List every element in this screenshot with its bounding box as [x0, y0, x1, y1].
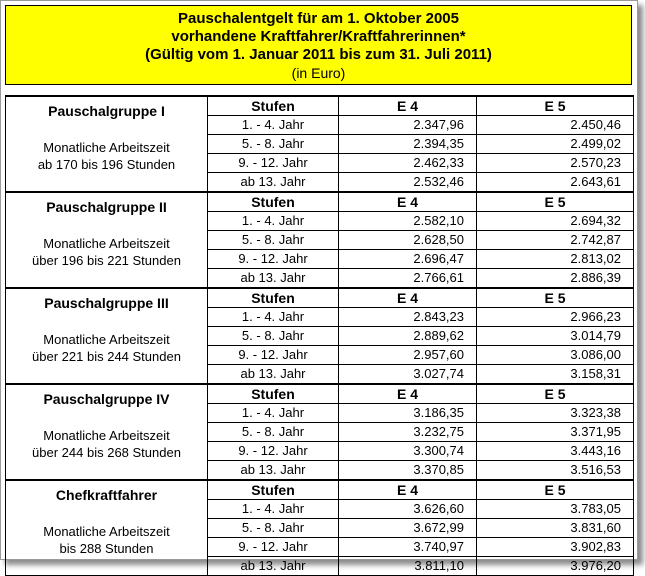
stufe-cell: 9. - 12. Jahr [208, 538, 339, 557]
group-header-row [6, 288, 634, 308]
stufe-cell: 9. - 12. Jahr [208, 442, 339, 461]
stufe-cell: 1. - 4. Jahr [208, 500, 339, 519]
stufe-cell: ab 13. Jahr [208, 557, 339, 576]
pay-table [5, 95, 634, 576]
e4-value-cell: 3.232,75 [339, 423, 477, 442]
stufe-cell: 1. - 4. Jahr [208, 308, 339, 327]
group-label-cell [6, 384, 208, 480]
e5-value-cell: 2.450,46 [477, 116, 634, 135]
group-name: Pauschalgruppe II [46, 199, 167, 215]
column-header-stufen: Stufen [208, 192, 339, 212]
group-description-line-2: über 244 bis 268 Stunden [32, 445, 181, 460]
stufe-cell: 1. - 4. Jahr [208, 404, 339, 423]
e5-value-cell: 3.086,00 [477, 346, 634, 365]
title-line-3: (Gültig vom 1. Januar 2011 bis zum 31. Juli 2011) [145, 46, 492, 63]
group-description-line-1: Monatliche Arbeitszeit [43, 332, 170, 347]
group-description-line-2: bis 288 Stunden [59, 541, 154, 556]
e5-value-cell: 3.516,53 [477, 461, 634, 481]
group-description-line-2: über 221 bis 244 Stunden [32, 349, 181, 364]
column-header-e4: E 4 [339, 96, 477, 116]
group-label-cell [6, 480, 208, 576]
stufe-cell: 9. - 12. Jahr [208, 250, 339, 269]
group-label-cell [6, 192, 208, 288]
group-description-line-1: Monatliche Arbeitszeit [43, 140, 170, 155]
group-label-cell [6, 288, 208, 384]
e4-value-cell: 2.628,50 [339, 231, 477, 250]
e4-value-cell: 2.957,60 [339, 346, 477, 365]
stufe-cell: 5. - 8. Jahr [208, 231, 339, 250]
group-description-line-1: Monatliche Arbeitszeit [43, 428, 170, 443]
column-header-e4: E 4 [339, 288, 477, 308]
stufe-cell: 1. - 4. Jahr [208, 116, 339, 135]
e5-value-cell: 2.694,32 [477, 212, 634, 231]
e4-value-cell: 2.843,23 [339, 308, 477, 327]
column-header-e5: E 5 [477, 480, 634, 500]
column-header-e5: E 5 [477, 384, 634, 404]
group-name: Pauschalgruppe I [48, 103, 165, 119]
e5-value-cell: 2.886,39 [477, 269, 634, 289]
e4-value-cell: 2.696,47 [339, 250, 477, 269]
e4-value-cell: 3.370,85 [339, 461, 477, 481]
e4-value-cell: 2.347,96 [339, 116, 477, 135]
column-header-stufen: Stufen [208, 384, 339, 404]
group-label-cell [6, 96, 208, 192]
column-header-e5: E 5 [477, 288, 634, 308]
pay-table-body [6, 96, 634, 576]
group-name: Pauschalgruppe IV [43, 391, 170, 407]
e5-value-cell: 2.742,87 [477, 231, 634, 250]
title-line-1: Pauschalentgelt für am 1. Oktober 2005 [178, 10, 459, 27]
group-name: Pauschalgruppe III [44, 295, 169, 311]
e5-value-cell: 3.976,20 [477, 557, 634, 576]
e4-value-cell: 3.672,99 [339, 519, 477, 538]
group-name: Chefkraftfahrer [55, 487, 158, 503]
e4-value-cell: 3.811,10 [339, 557, 477, 576]
stufe-cell: 5. - 8. Jahr [208, 135, 339, 154]
stufe-cell: 5. - 8. Jahr [208, 327, 339, 346]
title-box [5, 5, 632, 85]
group-description-line-2: über 196 bis 221 Stunden [32, 253, 181, 268]
e4-value-cell: 3.300,74 [339, 442, 477, 461]
e5-value-cell: 2.813,02 [477, 250, 634, 269]
stufe-cell: 1. - 4. Jahr [208, 212, 339, 231]
column-header-e4: E 4 [339, 384, 477, 404]
e5-value-cell: 3.831,60 [477, 519, 634, 538]
group-header-row [6, 480, 634, 500]
column-header-stufen: Stufen [208, 96, 339, 116]
e4-value-cell: 2.582,10 [339, 212, 477, 231]
column-header-e5: E 5 [477, 96, 634, 116]
column-header-stufen: Stufen [208, 480, 339, 500]
column-header-e4: E 4 [339, 480, 477, 500]
e4-value-cell: 2.394,35 [339, 135, 477, 154]
group-header-row [6, 96, 634, 116]
e5-value-cell: 3.902,83 [477, 538, 634, 557]
e4-value-cell: 2.889,62 [339, 327, 477, 346]
group-description-line-1: Monatliche Arbeitszeit [43, 236, 170, 251]
e4-value-cell: 3.027,74 [339, 365, 477, 385]
group-description-line-2: ab 170 bis 196 Stunden [37, 157, 176, 172]
e5-value-cell: 2.966,23 [477, 308, 634, 327]
e5-value-cell: 3.323,38 [477, 404, 634, 423]
e5-value-cell: 3.443,16 [477, 442, 634, 461]
stufe-cell: 9. - 12. Jahr [208, 154, 339, 173]
group-header-row [6, 384, 634, 404]
e4-value-cell: 2.766,61 [339, 269, 477, 289]
stufe-cell: 5. - 8. Jahr [208, 423, 339, 442]
stufe-cell: 5. - 8. Jahr [208, 519, 339, 538]
stufe-cell: ab 13. Jahr [208, 365, 339, 385]
e5-value-cell: 3.158,31 [477, 365, 634, 385]
e5-value-cell: 3.371,95 [477, 423, 634, 442]
group-description-line-1: Monatliche Arbeitszeit [43, 524, 170, 539]
title-line-2: vorhandene Kraftfahrer/Kraftfahrerinnen* [171, 28, 466, 45]
stufe-cell: ab 13. Jahr [208, 173, 339, 193]
group-header-row [6, 192, 634, 212]
e5-value-cell: 3.014,79 [477, 327, 634, 346]
e5-value-cell: 2.499,02 [477, 135, 634, 154]
e4-value-cell: 3.186,35 [339, 404, 477, 423]
e5-value-cell: 2.643,61 [477, 173, 634, 193]
column-header-e5: E 5 [477, 192, 634, 212]
stufe-cell: ab 13. Jahr [208, 269, 339, 289]
stufe-cell: ab 13. Jahr [208, 461, 339, 481]
e4-value-cell: 3.740,97 [339, 538, 477, 557]
e4-value-cell: 3.626,60 [339, 500, 477, 519]
e5-value-cell: 2.570,23 [477, 154, 634, 173]
e5-value-cell: 3.783,05 [477, 500, 634, 519]
column-header-e4: E 4 [339, 192, 477, 212]
e4-value-cell: 2.462,33 [339, 154, 477, 173]
title-currency-note: (in Euro) [291, 65, 346, 81]
column-header-stufen: Stufen [208, 288, 339, 308]
stufe-cell: 9. - 12. Jahr [208, 346, 339, 365]
e4-value-cell: 2.532,46 [339, 173, 477, 193]
